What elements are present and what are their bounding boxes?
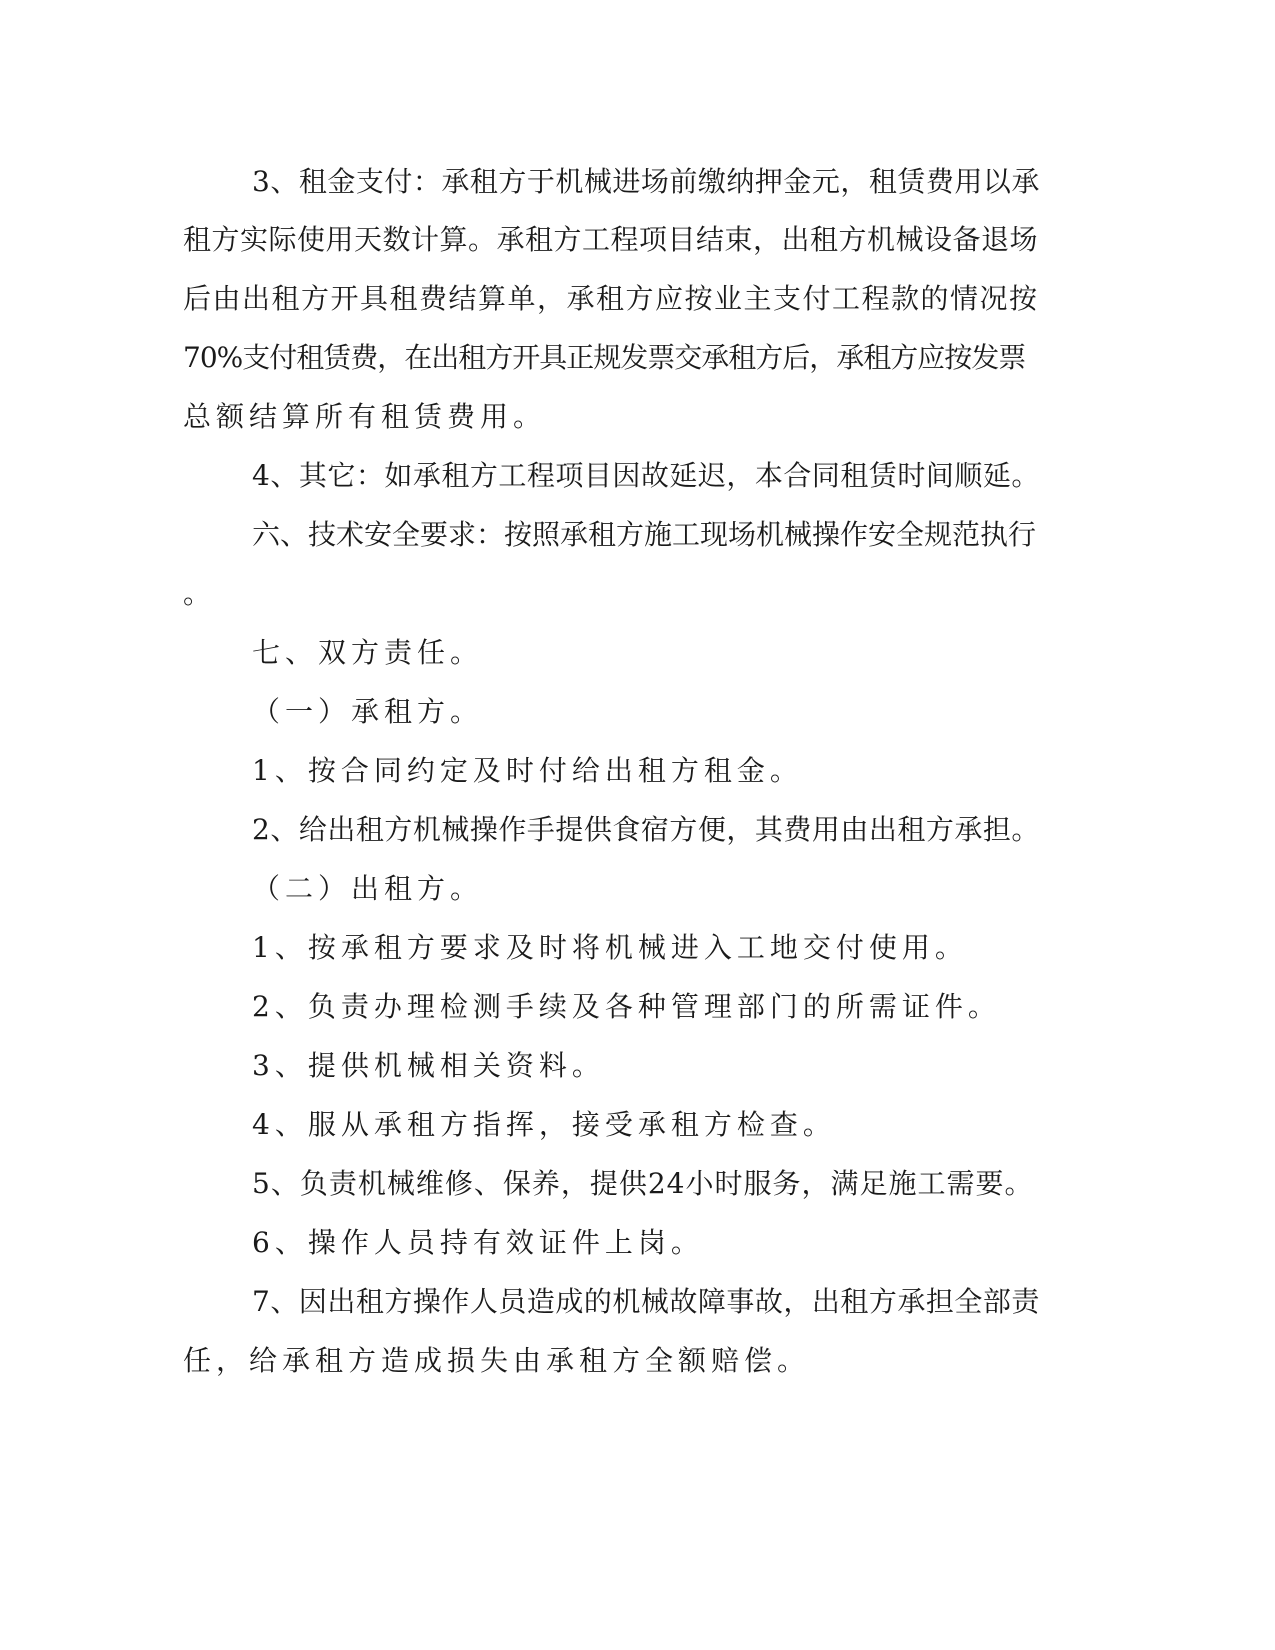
lessor-item-3: 3、提供机械相关资料。 bbox=[252, 1049, 605, 1082]
section-7-heading: 七、双方责任。 bbox=[252, 636, 484, 669]
clause-3-rent-payment-line-3: 后由出租方开具租费结算单，承租方应按业主支付工程款的情况按 bbox=[183, 282, 1039, 315]
lessor-item-5: 5、负责机械维修、保养，提供24小时服务，满足施工需要。 bbox=[252, 1167, 1034, 1200]
lessee-item-1: 1、按合同约定及时付给出租方租金。 bbox=[252, 754, 803, 787]
lessor-item-6: 6、操作人员持有效证件上岗。 bbox=[252, 1226, 704, 1259]
lessor-item-7-line-2: 任，给承租方造成损失由承租方全额赔偿。 bbox=[183, 1344, 811, 1377]
lessor-item-2: 2、负责办理检测手续及各种管理部门的所需证件。 bbox=[252, 990, 1001, 1023]
clause-3-rent-payment-line-1: 3、租金支付：承租方于机械进场前缴纳押金元，租赁费用以承 bbox=[252, 165, 1040, 198]
lessor-item-7-line-1: 7、因出租方操作人员造成的机械故障事故，出租方承担全部责 bbox=[252, 1285, 1040, 1318]
lessor-item-1: 1、按承租方要求及时将机械进入工地交付使用。 bbox=[252, 931, 968, 964]
section-6-safety-line-2: 。 bbox=[183, 577, 217, 610]
clause-3-rent-payment-line-4: 70%支付租赁费，在出租方开具正规发票交承租方后，承租方应按发票 bbox=[183, 341, 1026, 374]
lessor-item-4: 4、服从承租方指挥，接受承租方检查。 bbox=[252, 1108, 836, 1141]
subsection-lessor-heading: （二）出租方。 bbox=[252, 872, 484, 905]
clause-3-rent-payment-line-5: 总额结算所有租赁费用。 bbox=[183, 400, 547, 433]
section-6-safety-line-1: 六、技术安全要求：按照承租方施工现场机械操作安全规范执行 bbox=[252, 518, 1037, 551]
lessee-item-2: 2、给出租方机械操作手提供食宿方便，其费用由出租方承担。 bbox=[252, 813, 1040, 846]
clause-4-other: 4、其它：如承租方工程项目因故延迟，本合同租赁时间顺延。 bbox=[252, 459, 1040, 492]
subsection-lessee-heading: （一）承租方。 bbox=[252, 695, 484, 728]
clause-3-rent-payment-line-2: 租方实际使用天数计算。承租方工程项目结束，出租方机械设备退场 bbox=[183, 223, 1039, 256]
